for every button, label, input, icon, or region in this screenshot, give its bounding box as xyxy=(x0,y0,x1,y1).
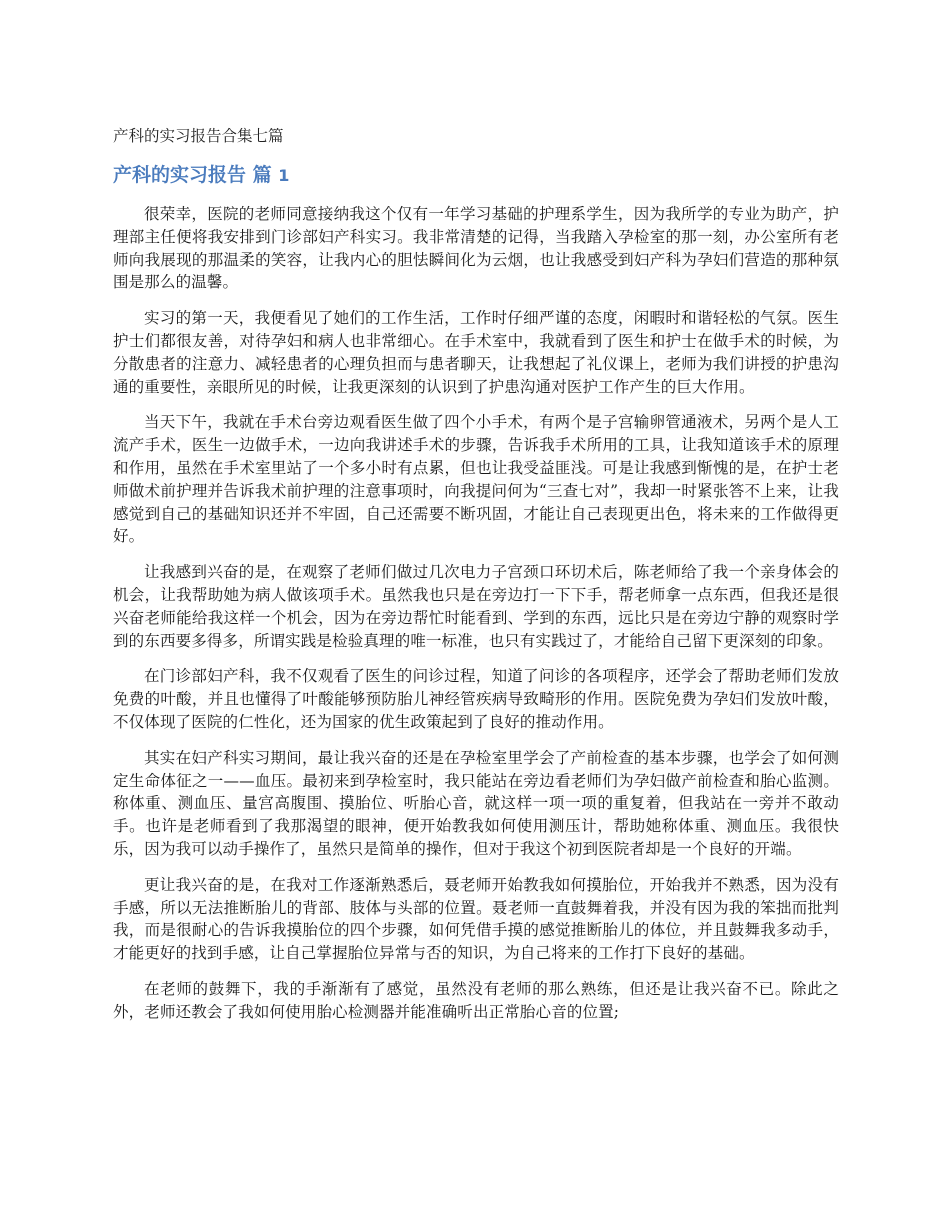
paragraph: 当天下午，我就在手术台旁边观看医生做了四个小手术，有两个是子宫输卵管通液术，另两个是人工流产手术，医生一边做手术，一边向我讲述手术的步骤，告诉我手术所用的工具，让我知道该手术的原理和作用，虽然在手术室里站了一个多小时有点累，但也让我受益匪浅。可是让我感到惭愧的是，在护士老师做术前护理并告诉我术前护理的注意事项时，向我提问何为“三查七对”，我却一时紧张答不上来，让我感觉到自己的基础知识还并不牢固，自己还需要不断巩固，才能让自己表现更出色，将未来的工作做得更好。 xyxy=(113,413,839,546)
document-body xyxy=(113,203,839,1037)
paragraph: 在老师的鼓舞下，我的手渐渐有了感觉，虽然没有老师的那么熟练，但还是让我兴奋不已。除此之外，老师还教会了我如何使用胎心检测器并能准确听出正常胎心音的位置; xyxy=(113,979,839,1021)
document-title: 产科的实习报告合集七篇 xyxy=(113,127,284,145)
section-heading xyxy=(113,162,289,189)
paragraph: 实习的第一天，我便看见了她们的工作生活，工作时仔细严谨的态度，闲暇时和谐轻松的气氛。医生护士们都很友善，对待孕妇和病人也非常细心。在手术室中，我就看到了医生和护士在做手术的时候，为分散患者的注意力、减轻患者的心理负担而与患者聊天，让我想起了礼仪课上，老师为我们讲授的护患沟通的重要性，亲眼所见的时候，让我更深刻的认识到了护患沟通对医护工作产生的巨大作用。 xyxy=(113,309,839,396)
paragraph: 其实在妇产科实习期间，最让我兴奋的还是在孕检室里学会了产前检查的基本步骤，也学会了如何测定生命体征之一——血压。最初来到孕检室时，我只能站在旁边看老师们为孕妇做产前检查和胎心监测。称体重、测血压、量宫高腹围、摸胎位、听胎心音，就这样一项一项的重复着，但我站在一旁并不敢动手。也许是老师看到了我那渴望的眼神，便开始教我如何使用测压计，帮助她称体重、测血压。我很快乐，因为我可以动手操作了，虽然只是简单的操作，但对于我这个初到医院者却是一个良好的开端。 xyxy=(113,748,839,858)
section-heading-text: 产科的实习报告 篇 xyxy=(113,164,272,186)
paragraph: 很荣幸，医院的老师同意接纳我这个仅有一年学习基础的护理系学生，因为我所学的专业为助产，护理部主任便将我安排到门诊部妇产科实习。我非常清楚的记得，当我踏入孕检室的那一刻，办公室所有老师向我展现的那温柔的笑容，让我内心的胆怯瞬间化为云烟，也让我感受到妇产科为孕妇们营造的那种氛围是那么的温馨。 xyxy=(113,205,839,292)
paragraph: 让我感到兴奋的是，在观察了老师们做过几次电力子宫颈口环切术后，陈老师给了我一个亲身体会的机会，让我帮助她为病人做该项手术。虽然我也只是在旁边打一下下手，帮老师拿一点东西，但我还是很兴奋老师能给我这样一个机会，因为在旁边帮忙时能看到、学到的东西，远比只是在旁边宁静的观察时学到的东西要多得多，所谓实践是检验真理的唯一标准，也只有实践过了，才能给自己留下更深刻的印象。 xyxy=(113,563,839,650)
section-heading-number: 1 xyxy=(278,166,290,185)
paragraph: 在门诊部妇产科，我不仅观看了医生的问诊过程，知道了问诊的各项程序，还学会了帮助老师们发放免费的叶酸，并且也懂得了叶酸能够预防胎儿神经管疾病导致畸形的作用。医院免费为孕妇们发放叶酸，不仅体现了医院的仁性化，还为国家的优生政策起到了良好的推动作用。 xyxy=(113,667,839,731)
paragraph: 更让我兴奋的是，在我对工作逐渐熟悉后，聂老师开始教我如何摸胎位，开始我并不熟悉，因为没有手感，所以无法推断胎儿的背部、肢体与头部的位置。聂老师一直鼓舞着我，并没有因为我的笨拙而批判我，而是很耐心的告诉我摸胎位的四个步骤，如何凭借手摸的感觉推断胎儿的体位，并且鼓舞我多动手，才能更好的找到手感，让自己掌握胎位异常与否的知识，为自己将来的工作打下良好的基础。 xyxy=(113,875,839,963)
